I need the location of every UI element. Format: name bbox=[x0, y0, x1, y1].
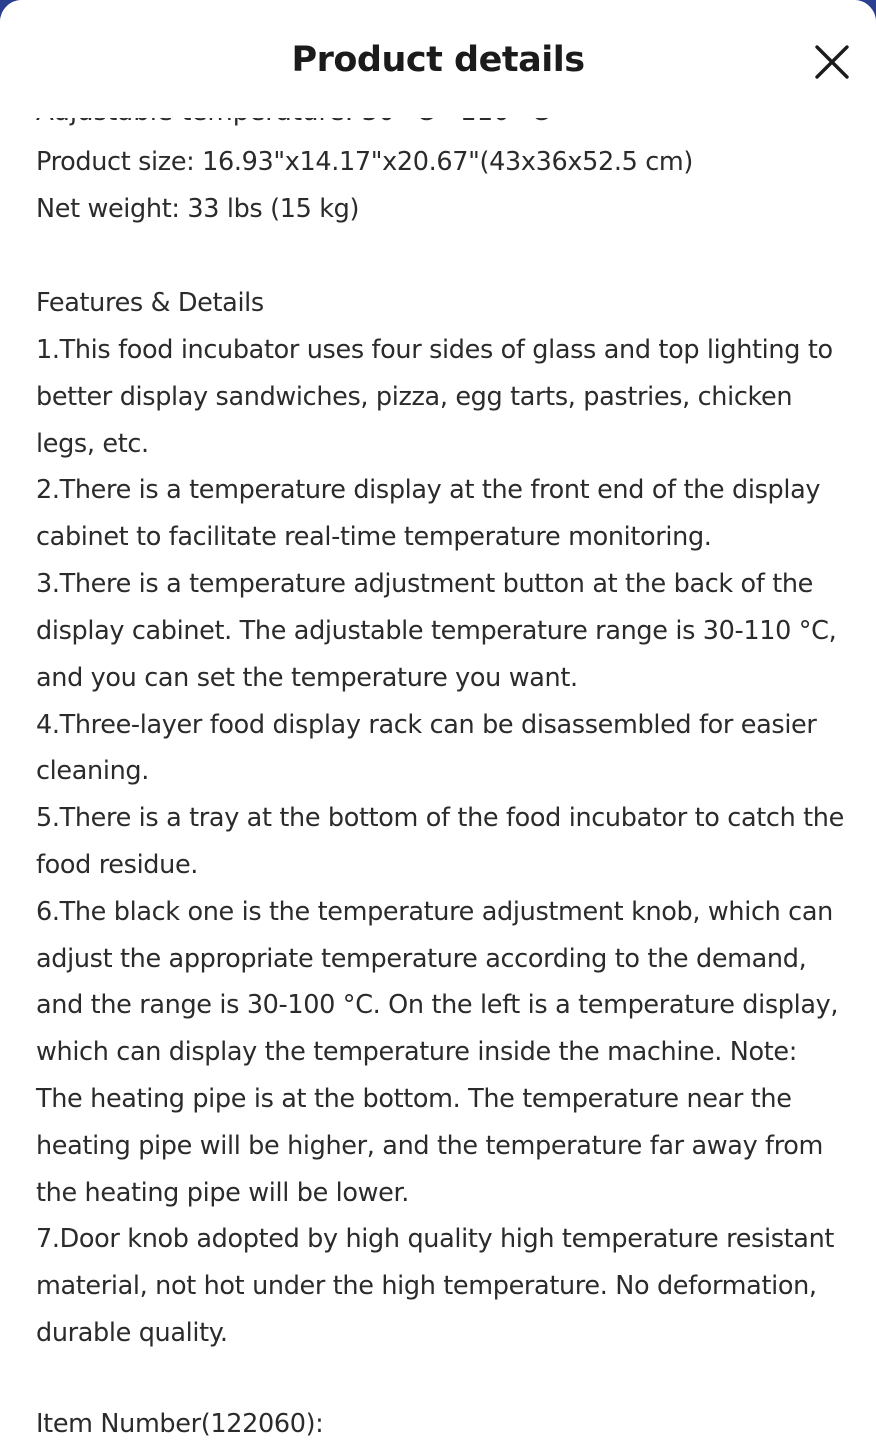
feature-6-line-3: and the range is 30-100 °C. On the left is a temperature display, bbox=[36, 990, 839, 1020]
close-button[interactable] bbox=[806, 38, 856, 88]
sheet-header bbox=[0, 0, 876, 118]
feature-7-line-1: 7.Door knob adopted by high quality high temperature resistant bbox=[36, 1224, 835, 1254]
feature-4-line-2: cleaning. bbox=[36, 756, 149, 786]
page-title: Product details bbox=[291, 40, 585, 80]
net-weight-text: Net weight: 33 lbs (15 kg) bbox=[36, 194, 360, 224]
item-number-text: Item Number(122060): bbox=[36, 1409, 324, 1439]
feature-6-line-5: The heating pipe is at the bottom. The temperature near the bbox=[36, 1084, 792, 1114]
close-icon bbox=[806, 38, 856, 88]
feature-7-line-2: material, not hot under the high temperature. No deformation, bbox=[36, 1271, 817, 1301]
feature-5-line-2: food residue. bbox=[36, 850, 199, 880]
feature-2-line-1: 2.There is a temperature display at the front end of the display bbox=[36, 475, 821, 505]
feature-1-line-2: better display sandwiches, pizza, egg tarts, pastries, chicken bbox=[36, 382, 793, 412]
feature-1-line-3: legs, etc. bbox=[36, 429, 149, 459]
product-size-text: Product size: 16.93"x14.17"x20.67"(43x36x52.5 cm) bbox=[36, 147, 694, 177]
feature-6-line-6: heating pipe will be higher, and the temperature far away from bbox=[36, 1131, 824, 1161]
feature-2-line-2: cabinet to facilitate real-time temperature monitoring. bbox=[36, 522, 712, 552]
feature-3-line-3: and you can set the temperature you want. bbox=[36, 663, 578, 693]
feature-6-line-7: the heating pipe will be lower. bbox=[36, 1178, 410, 1208]
feature-3-line-2: display cabinet. The adjustable temperature range is 30-110 °C, bbox=[36, 616, 837, 646]
feature-4-line-1: 4.Three-layer food display rack can be disassembled for easier bbox=[36, 710, 817, 740]
feature-3-line-1: 3.There is a temperature adjustment button at the back of the bbox=[36, 569, 813, 599]
feature-6-line-4: which can display the temperature inside the machine. Note: bbox=[36, 1037, 797, 1067]
feature-7-line-3: durable quality. bbox=[36, 1318, 228, 1348]
feature-1-line-1: 1.This food incubator uses four sides of glass and top lighting to bbox=[36, 335, 833, 365]
feature-6-line-1: 6.The black one is the temperature adjustment knob, which can bbox=[36, 897, 833, 927]
features-heading: Features & Details bbox=[36, 288, 264, 318]
feature-6-line-2: adjust the appropriate temperature according to the demand, bbox=[36, 944, 807, 974]
feature-5-line-1: 5.There is a tray at the bottom of the food incubator to catch the bbox=[36, 803, 844, 833]
